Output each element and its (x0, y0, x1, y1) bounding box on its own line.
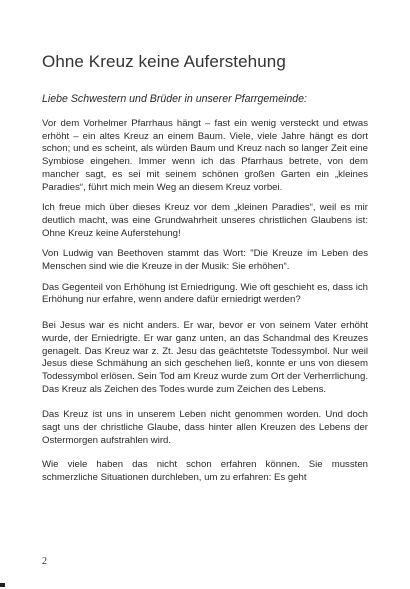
page-number: 2 (42, 556, 47, 567)
paragraph: Vor dem Vorhelmer Pfarrhaus hängt – fast ein wenig versteckt und etwas erhöht – ein altes Kreuz an einem Baum. Viele, viele Jahre hängt es dort schon; und es scheint, als würden Baum und Kreuz nach so langer Zeit eine Symbiose eingehen. Immer wenn ich das Pfarrhaus betrete, von dem mancher sagt, es sei mit seinem schönen großen Garten ein „kleines Paradies“, führt mich mein Weg an diesem Kreuz vorbei. (42, 118, 368, 193)
document-title: Ohne Kreuz keine Auferstehung (42, 52, 286, 71)
paragraph: Ich freue mich über dieses Kreuz vor dem „kleinen Paradies“, weil es mir deutlich macht, was eine Grundwahrheit unseres christlichen Glaubens ist: Ohne Kreuz keine Auferstehung! (42, 202, 368, 239)
paragraph: Das Kreuz ist uns in unserem Leben nicht genommen worden. Und doch sagt uns der christliche Glaube, dass hinter allen Kreuzen des Lebens der Ostermorgen aufstrahlen wird. (42, 409, 368, 446)
document-body (42, 118, 368, 493)
paragraph: Das Gegenteil von Erhöhung ist Erniedrigung. Wie oft geschieht es, dass ich Erhöhung nur erfahre, wenn andere dafür erniedrigt werden? (42, 281, 368, 306)
scan-artifact (0, 583, 5, 587)
paragraph: Wie viele haben das nicht schon erfahren können. Sie mussten schmerzliche Situationen durchleben, um zu erfahren: Es geht (42, 459, 368, 484)
salutation: Liebe Schwestern und Brüder in unserer Pfarrgemeinde: (42, 93, 307, 105)
paragraph: Von Ludwig van Beethoven stammt das Wort: "Die Kreuze im Leben des Menschen sind wie die Kreuze in der Musik: Sie erhöhen“. (42, 248, 368, 273)
paragraph: Bei Jesus war es nicht anders. Er war, bevor er von seinem Vater erhöht wurde, der Erniedrigte. Er war ganz unten, an das Schandmal des Kreuzes genagelt. Das Kreuz war z. Zt. Jesu das geächtetste Todessymbol. Nur weil Jesus diese Schmähung an sich geschehen ließ, konnte er uns von diesem Todessymbol erlösen. Sein Tod am Kreuz wurde zum Ort der Verherrlichung. Das Kreuz als Zeichen des Todes wurde zum Zeichen des Lebens. (42, 320, 368, 395)
